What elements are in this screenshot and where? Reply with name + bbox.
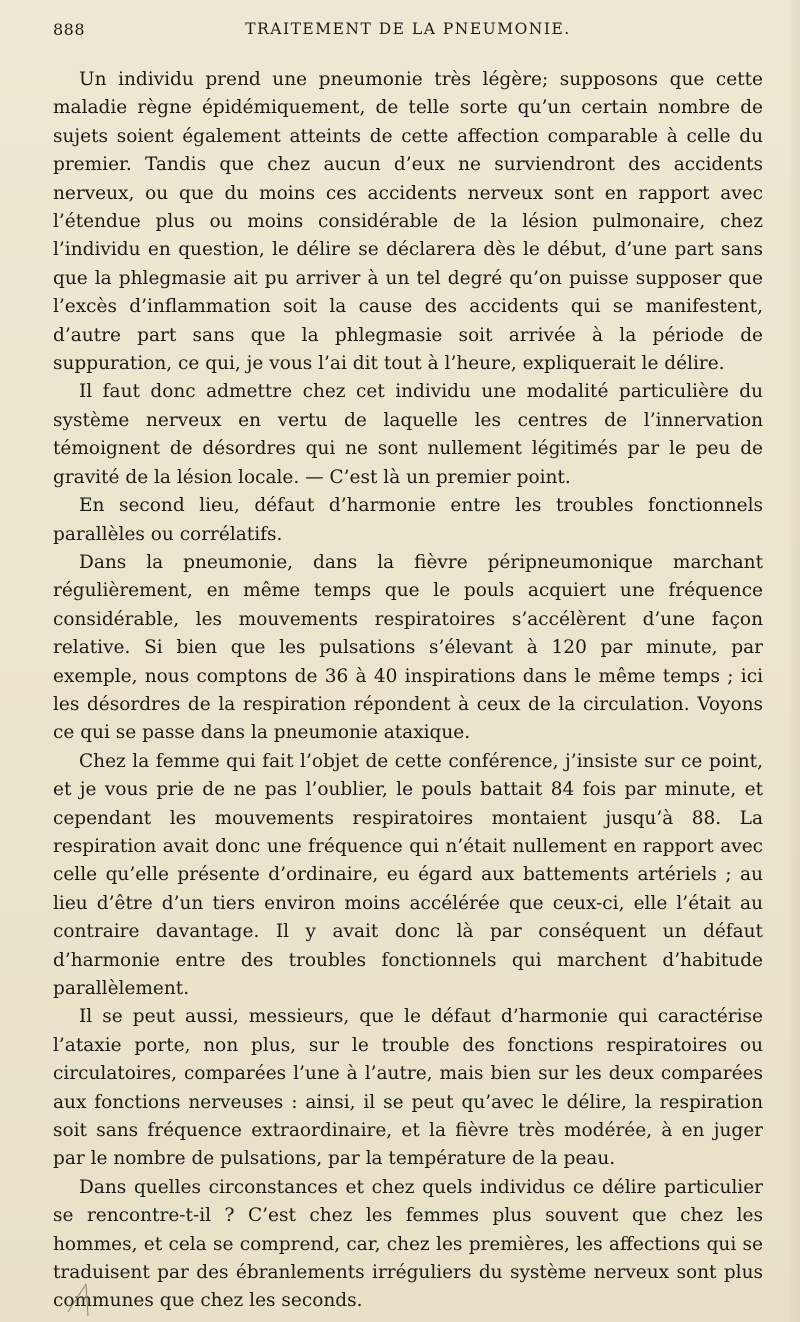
page-number: 888 [53, 20, 86, 39]
paragraph: En second lieu, défaut d’harmonie entre les troubles fonctionnels parallèles ou corrélatifs. [53, 495, 763, 545]
paragraph: Il faut donc admettre chez cet individu une modalité particulière du système nerveux en vertu de laquelle les centres de l’innervation témoignent de désordres qui ne sont nullement légitimés par le peu de gravité de la lésion locale. — C’est là un premier point. [53, 381, 763, 488]
paragraph: Chez la femme qui fait l’objet de cette conférence, j’insiste sur ce point, et je vous prie de ne pas l’oublier, le pouls battait 84 fois par minute, et cependant les mouvements respiratoires montaient jusqu’à 88. La respiration avait donc une fréquence qui n’était nullement en rapport avec celle qu’elle présente d’ordinaire, eu égard aux battements artériels ; au lieu d’être d’un tiers environ moins accélérée que ceux-ci, elle l’était au contraire davantage. Il y avait donc là par conséquent un défaut d’harmonie entre des troubles fonctionnels qui marchent d’habitude parallèlement. [53, 750, 763, 999]
pencil-mark [64, 1278, 124, 1318]
page-edge-shading [788, 0, 800, 1322]
page-header [53, 20, 763, 46]
paragraph: Un individu prend une pneumonie très légère; supposons que cette maladie règne épidémiquement, de telle sorte qu’un certain nombre de sujets soient également atteints de cette affection comparable à celle du premier. Tandis que chez aucun d’eux ne surviendront des accidents nerveux, ou que du moins ces accidents nerveux sont en rapport avec l’étendue plus ou moins considérable de la lésion pulmonaire, chez l’individu en question, le délire se déclarera dès le début, d’une part sans que la phlegmasie ait pu arriver à un tel degré qu’on puisse supposer que l’excès d’inflammation soit la cause des accidents qui se manifestent, d’autre part sans que la phlegmasie soit arrivée à la période de suppuration, ce qui, je vous l’ai dit tout à l’heure, expliquerait le délire. [53, 69, 763, 375]
paragraph: Dans la pneumonie, dans la fièvre péripneumonique marchant régulièrement, en même temps que le pouls acquiert une fréquence considérable, les mouvements respiratoires s’accélèrent d’une façon relative. Si bien que les pulsations s’élevant à 120 par minute, par exemple, nous comptons de 36 à 40 inspirations dans le même temps ; ici les désordres de la respiration répondent à ceux de la circulation. Voyons ce qui se passe dans la pneumonie ataxique. [53, 551, 763, 744]
paragraph: Il se peut aussi, messieurs, que le défaut d’harmonie qui caractérise l’ataxie porte, non plus, sur le trouble des fonctions respiratoires ou circulatoires, comparées l’une à l’autre, mais bien sur les deux comparées aux fonctions nerveuses : ainsi, il se peut qu’avec le délire, la respiration soit sans fréquence extraordinaire, et la fièvre très modérée, à en juger par le nombre de pulsations, par la température de la peau. [53, 1006, 763, 1170]
body-text [53, 66, 763, 1316]
paragraph: Dans quelles circonstances et chez quels individus ce délire particulier se rencontre-t-il ? C’est chez les femmes plus souvent que chez les hommes, et cela se comprend, car, chez les premières, les affections qui se traduisent par des ébranlements irréguliers du système nerveux sont plus communes que chez les seconds. [53, 1176, 763, 1312]
running-title: TRAITEMENT DE LA PNEUMONIE. [245, 20, 571, 38]
